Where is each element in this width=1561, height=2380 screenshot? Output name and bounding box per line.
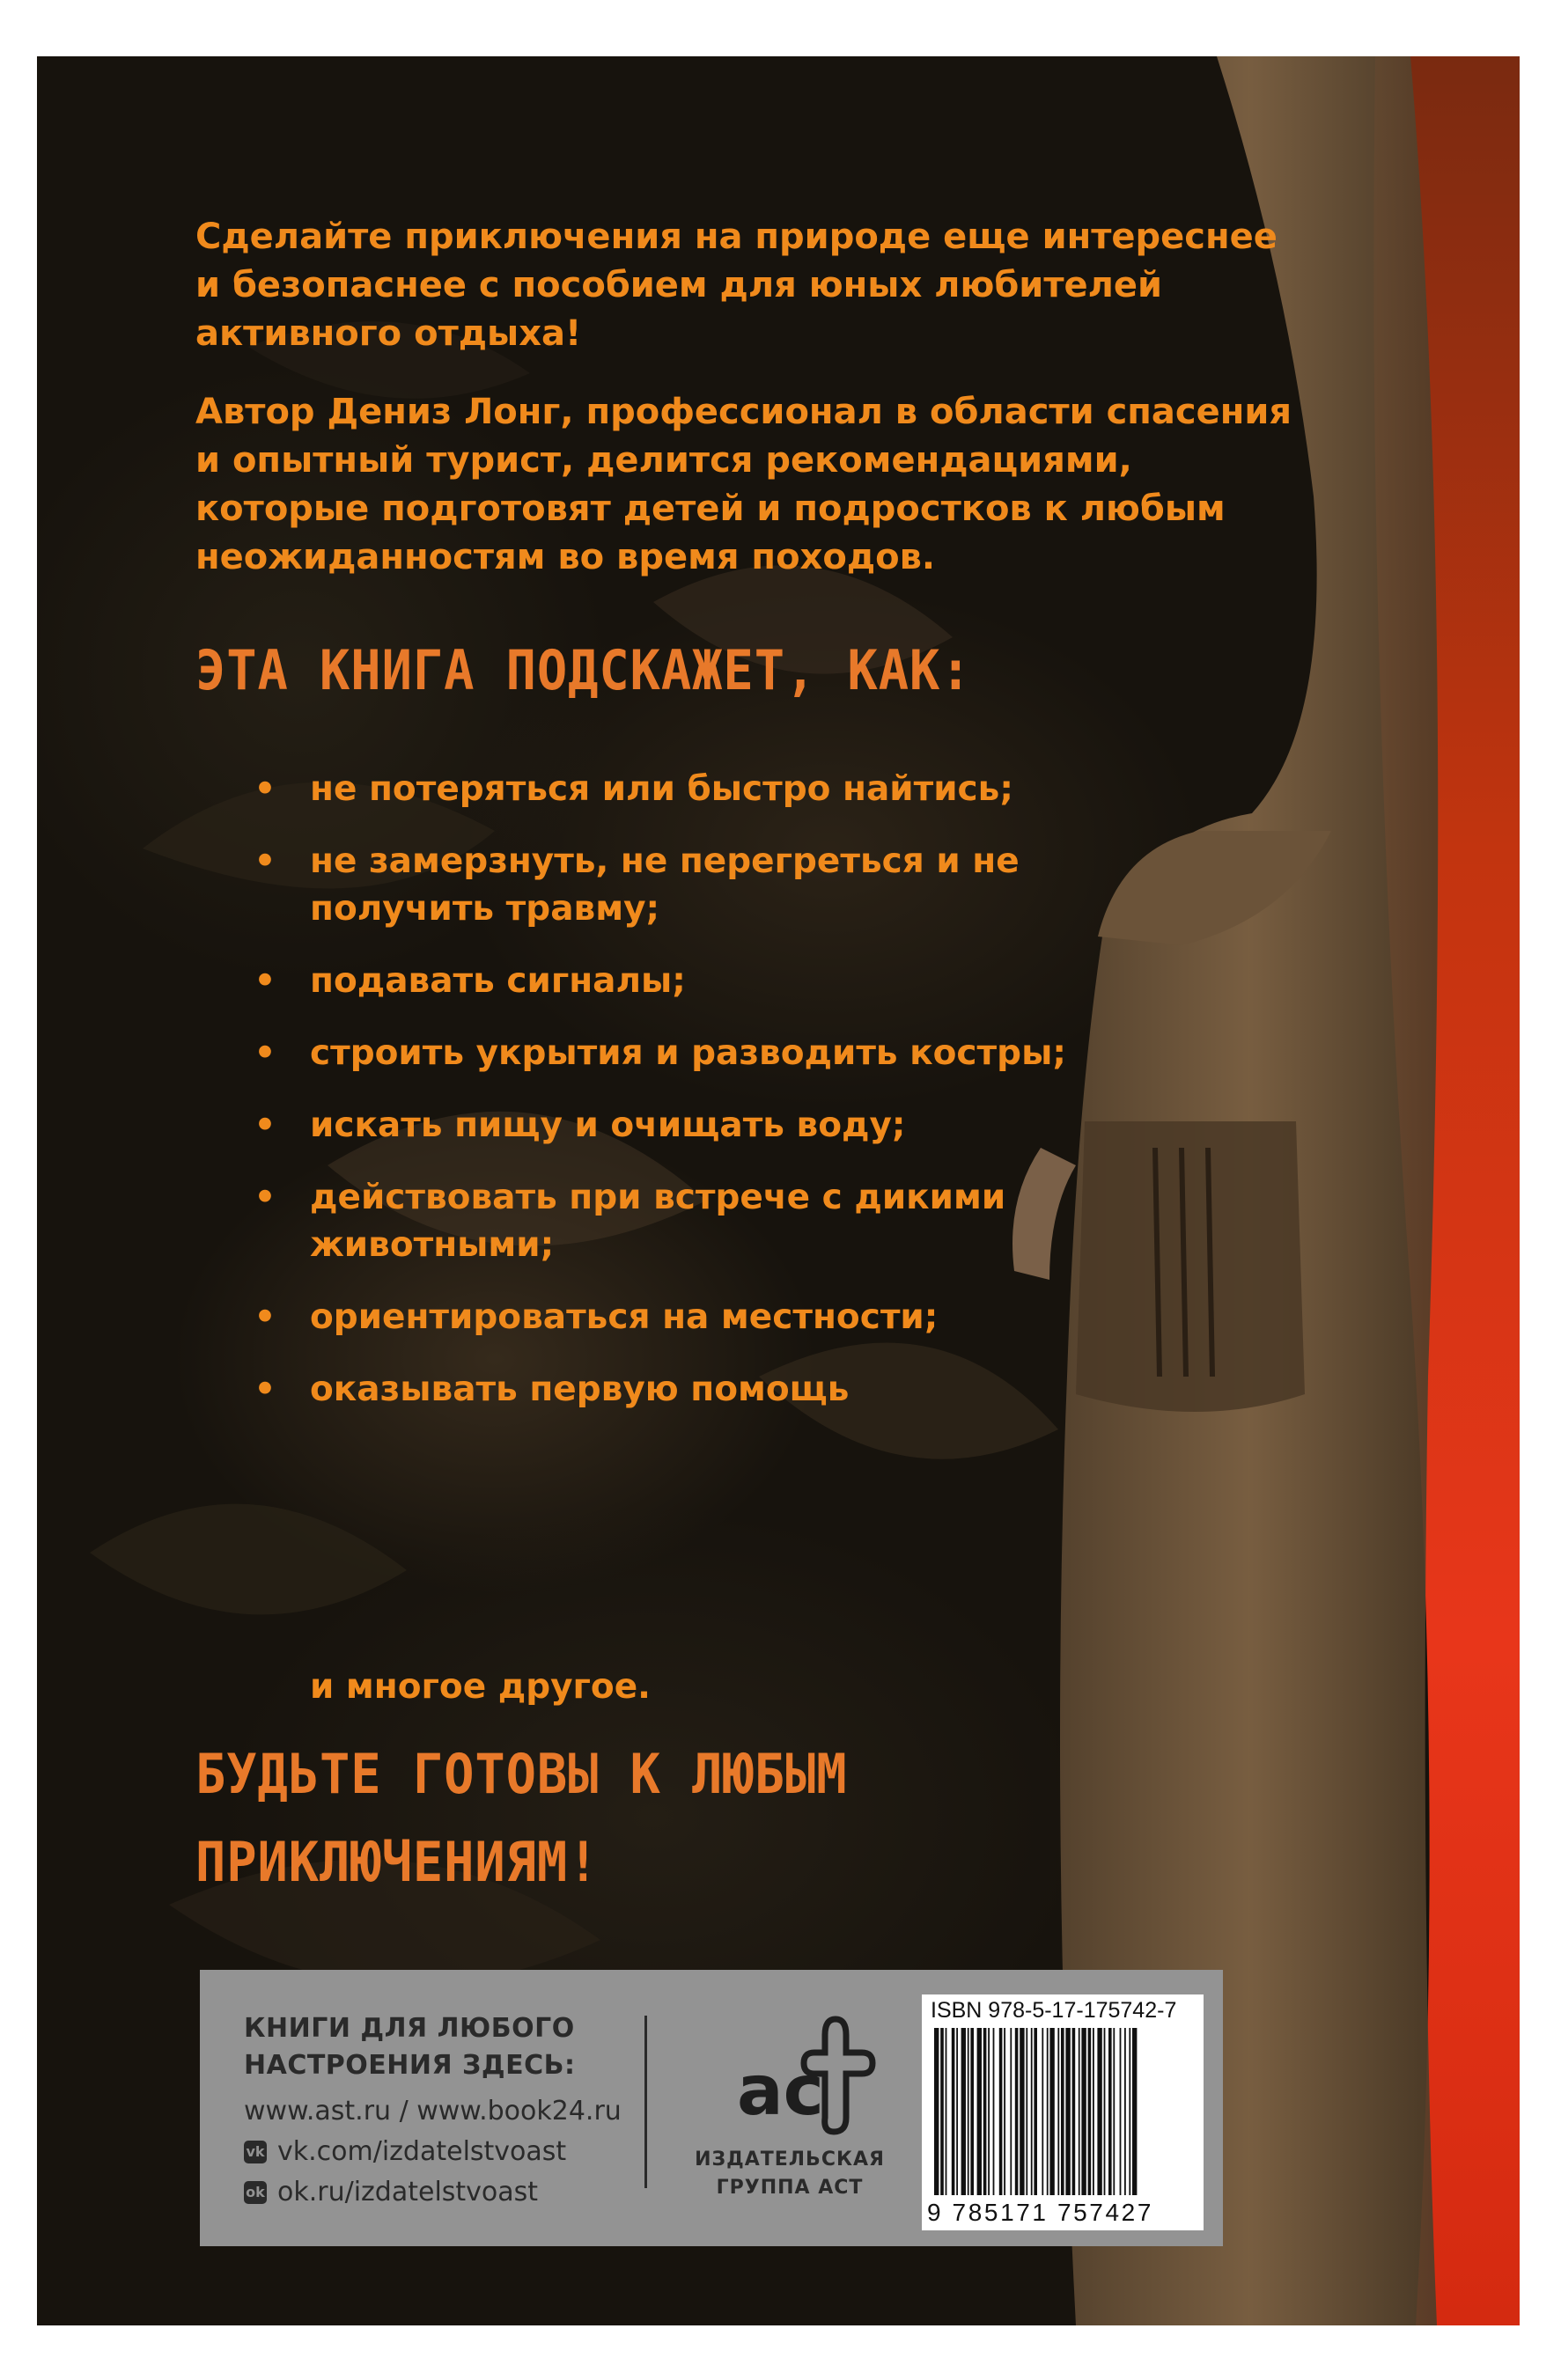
websites-link[interactable]: www.ast.ru / www.book24.ru [244, 2096, 622, 2127]
ok-icon: ok [244, 2181, 267, 2204]
bullet-icon: • [254, 1106, 276, 1145]
list-item [252, 958, 1132, 1005]
list-item [252, 838, 1132, 933]
barcode-bars [931, 2028, 1195, 2195]
section-headline: ЭТА КНИГА ПОДСКАЖЕТ, КАК: [195, 638, 972, 702]
bullet-icon: • [254, 961, 276, 1001]
closing-headline-line-2: ПРИКЛЮЧЕНИЯМ! [195, 1830, 600, 1894]
vk-link[interactable] [244, 2132, 622, 2172]
bullet-icon: • [254, 841, 276, 881]
panel-title-line-2: НАСТРОЕНИЯ ЗДЕСЬ: [244, 2050, 576, 2081]
closing-headline-line-1: БУДЬТЕ ГОТОВЫ К ЛЮБЫМ [195, 1742, 848, 1806]
publisher-panel [200, 1970, 1223, 2246]
panel-title-line-1: КНИГИ ДЛЯ ЛЮБОГО [244, 2013, 575, 2044]
bullet-icon: • [254, 1297, 276, 1337]
list-item [252, 1102, 1132, 1150]
list-item-text: искать пищу и очищать воду; [310, 1106, 906, 1145]
ast-logo-mark [702, 2010, 878, 2142]
panel-divider [644, 2016, 647, 2188]
list-item-text: подавать сигналы; [310, 961, 686, 1001]
skills-list [252, 766, 1132, 1438]
ok-link-text: ok.ru/izdatelstvoast [277, 2177, 539, 2207]
svg-text:ac: ac [737, 2052, 824, 2131]
barcode-digits: 9 785171 757427 [927, 2199, 1153, 2226]
bullet-icon: • [254, 1178, 276, 1217]
intro-paragraph-2: Автор Дениз Лонг, профессионал в области спасения и опытный турист, делится рекомендациями, которые подготовят детей и подростков к любым неожиданностям во время походов. [195, 392, 1292, 577]
bullet-icon: • [254, 1033, 276, 1073]
list-item [252, 1030, 1132, 1077]
intro-paragraph-1: Сделайте приключения на природе еще интереснее и безопаснее с пособием для юных любителей активного отдыха! [195, 217, 1278, 354]
list-item [252, 1174, 1132, 1269]
vk-icon: vk [244, 2141, 267, 2163]
list-item [252, 766, 1132, 813]
publisher-info [244, 2010, 622, 2213]
isbn-barcode [922, 1994, 1204, 2230]
list-item-text: оказывать первую помощь [310, 1370, 850, 1409]
ast-logo [675, 2010, 904, 2202]
list-item [252, 1366, 1132, 1414]
publisher-name-line-2: ГРУППА АСТ [716, 2177, 864, 2199]
isbn-number: ISBN 978-5-17-175742-7 [931, 1998, 1177, 2023]
list-item-text: не замерзнуть, не перегреться и не получить травму; [310, 841, 1020, 929]
ok-link[interactable] [244, 2172, 622, 2213]
publisher-name-line-1: ИЗДАТЕЛЬСКАЯ [695, 2149, 885, 2171]
vk-link-text: vk.com/izdatelstvoast [277, 2136, 567, 2167]
list-item-text: действовать при встрече с дикими животными; [310, 1178, 1006, 1265]
bullet-icon: • [254, 769, 276, 809]
back-cover [37, 56, 1520, 2325]
and-more-text: и многое другое. [310, 1667, 651, 1707]
list-item-text: не потеряться или быстро найтись; [310, 769, 1013, 809]
bullet-icon: • [254, 1370, 276, 1409]
closing-headline [195, 1730, 847, 1906]
list-item-text: ориентироваться на местности; [310, 1297, 939, 1337]
list-item [252, 1294, 1132, 1341]
list-item-text: строить укрытия и разводить костры; [310, 1033, 1066, 1073]
